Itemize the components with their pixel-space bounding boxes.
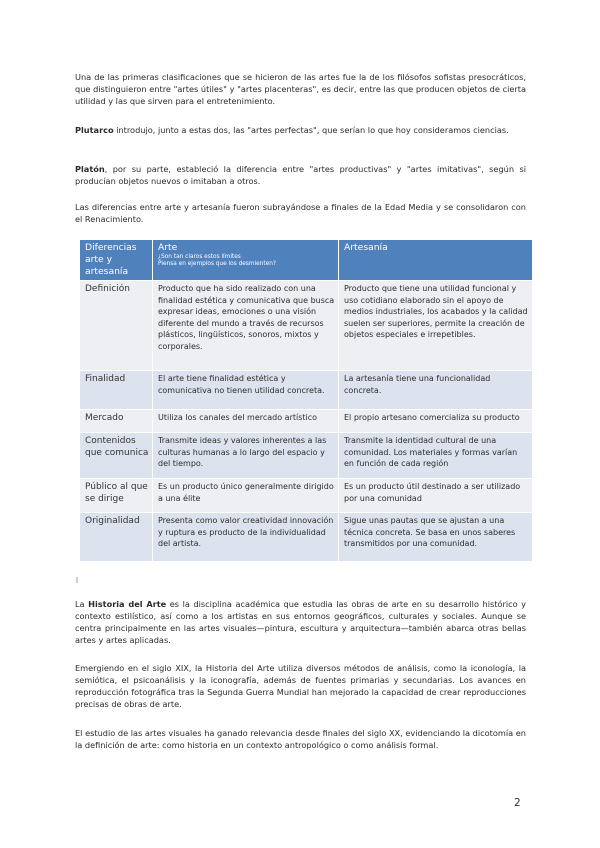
paragraph-siglo-xx: El estudio de las artes visuales ha ganado relevancia desde finales del siglo XX, evidenciando la dicotomía en la definición de arte: como historia en un contexto antropológico o como análisis formal.: [75, 728, 526, 751]
page-number: 2: [514, 797, 521, 809]
cell-arte: Presenta como valor creatividad innovación y ruptura es producto de la individualidad del artista.: [153, 513, 338, 561]
header-artesania: Artesanía: [339, 240, 532, 280]
row-label: Originalidad: [80, 513, 152, 561]
paragraph-diferencias: Las diferencias entre arte y artesanía fueron subrayándose a finales de la Edad Media y se consolidaron con el Renacimiento.: [75, 202, 526, 225]
cell-artesania: La artesanía tiene una funcionalidad concreta.: [339, 371, 532, 409]
table-row: [80, 410, 532, 432]
cell-artesania: Producto que tiene una utilidad funcional y uso cotidiano elaborado sin el apoyo de medios industriales, los acabados y la calidad suelen ser superiores, permite la creación de objetos especiales e irrepetibles.: [339, 281, 532, 370]
plutarco-name: Plutarco: [75, 125, 114, 135]
cell-arte: El arte tiene finalidad estética y comunicativa no tienen utilidad concreta.: [153, 371, 338, 409]
table-header-row: [80, 240, 532, 280]
paragraph-siglo-xix: Emergiendo en el siglo XIX, la Historia del Arte utiliza diversos métodos de análisis, como la iconología, la semiótica, el psicoanálisis y la iconografía, además de fuentes primarias y secundarias. Los avances en reproducción fotográfica tras la Segunda Guerra Mundial han mejorado la capacidad de crear reproducciones precisas de obras de arte.: [75, 663, 526, 710]
row-label: Finalidad: [80, 371, 152, 409]
header-diferencias: Diferencias arte y artesanía: [80, 240, 152, 280]
comparison-table: [79, 239, 533, 562]
cell-arte: Es un producto único generalmente dirigido a una élite: [153, 479, 338, 512]
cell-artesania: Es un producto útil destinado a ser utilizado por una comunidad: [339, 479, 532, 512]
paragraph-historia-del-arte: [75, 598, 526, 646]
cell-artesania: Transmite la identidad cultural de una comunidad. Los materiales y formas varían en función de cada región: [339, 433, 532, 478]
cell-artesania: Sigue unas pautas que se ajustan a una técnica concreta. Se basa en unos saberes transmitidos por una comunidad.: [339, 513, 532, 561]
row-label: Contenidos que comunica: [80, 433, 152, 478]
cell-arte: Utiliza los canales del mercado artístico: [153, 410, 338, 432]
paragraph-plutarco: [75, 124, 526, 136]
header-arte-note-2: Piensa en ejemplos que los desmienten?: [158, 261, 276, 268]
table-row: [80, 371, 532, 409]
row-label: Definición: [80, 281, 152, 370]
cell-arte: Transmite ideas y valores inherentes a las culturas humanas a lo largo del espacio y del tiempo.: [153, 433, 338, 478]
table-row: [80, 479, 532, 512]
table-row: [80, 513, 532, 561]
table-row: [80, 433, 532, 478]
platon-text: , por su parte, estableció la diferencia entre "artes productivas" y "artes imitativas", según si producían objetos nuevos o imitaban a otros.: [75, 164, 526, 187]
cell-artesania: El propio artesano comercializa su producto: [339, 410, 532, 432]
header-arte: Arte ¿Son tan claros estos límites Piensa en ejemplos que los desmienten?: [153, 240, 338, 280]
historia-intro: La: [75, 599, 89, 609]
historia-term: Historia del Arte: [88, 599, 167, 609]
historia-text: es la disciplina académica que estudia las obras de arte en su desarrollo histórico y contexto estilístico, así como a los artistas en sus entornos geográficos, culturales y sociales. Aunque se centra principalmente en las artes visuales—pintura, escultura y arquitectura—también abarca otras bellas artes y artes aplicadas.: [75, 599, 526, 646]
platon-name: Platón: [75, 164, 105, 174]
table-edge-marker: [76, 577, 78, 583]
table-row: [80, 281, 532, 370]
row-label: Mercado: [80, 410, 152, 432]
plutarco-text: introdujo, junto a estas dos, las "artes perfectas", que serían lo que hoy consideramos ciencias.: [113, 125, 509, 135]
cell-arte: Producto que ha sido realizado con una finalidad estética y comunicativa que busca expresar ideas, emociones o una visión diferente del mundo a través de recursos plásticos, lingüísticos, sonoros, mixtos y corporales.: [153, 281, 338, 370]
paragraph-platon: [75, 163, 526, 187]
row-label: Público al que se dirige: [80, 479, 152, 512]
header-arte-note-1: ¿Son tan claros estos límites: [158, 254, 241, 260]
paragraph-sofistas: Una de las primeras clasificaciones que se hicieron de las artes fue la de los filósofos sofistas presocráticos, que distinguieron entre "artes útiles" y "artes placenteras", es decir, entre las que producen objetos de cierta utilidad y las que sirven para el entretenimiento.: [75, 72, 526, 107]
